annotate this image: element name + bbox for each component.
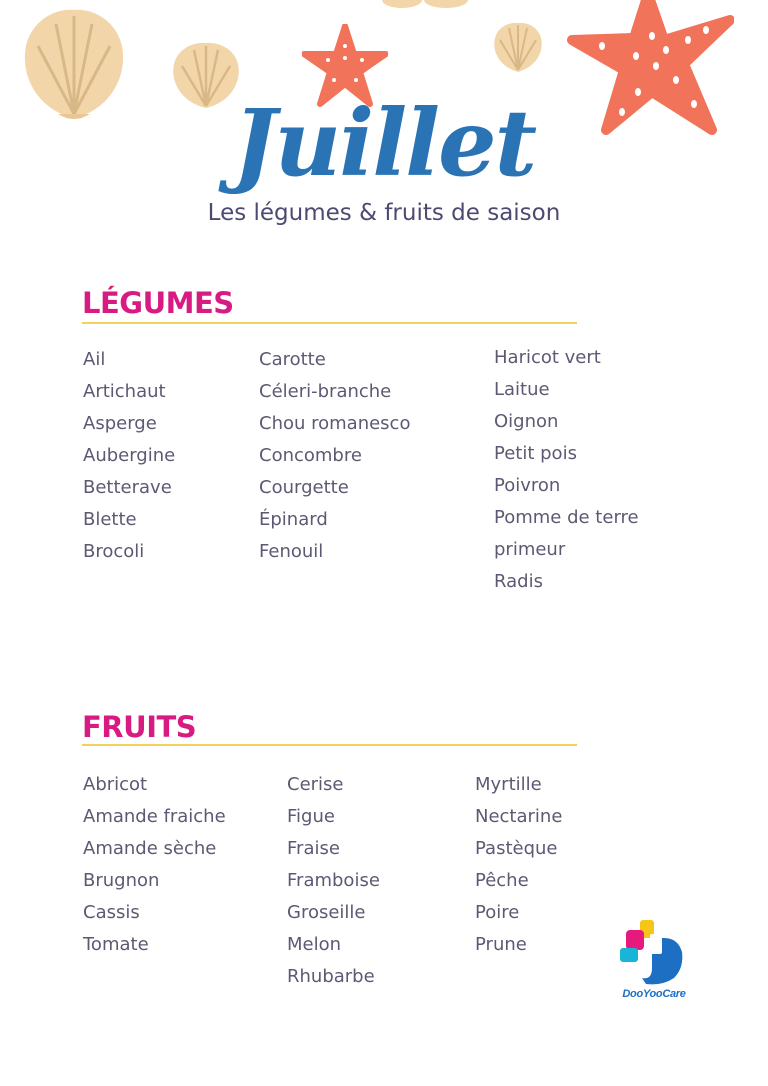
list-item: Prune <box>475 934 527 955</box>
list-item: Blette <box>83 509 137 530</box>
list-item: Brugnon <box>83 870 160 891</box>
list-item: primeur <box>494 539 566 560</box>
legumes-column-1 <box>83 344 175 568</box>
list-item: Pêche <box>475 870 529 891</box>
list-item: Aubergine <box>83 445 176 466</box>
list-item: Radis <box>494 571 543 592</box>
list-item: Rhubarbe <box>287 966 375 987</box>
fruits-divider <box>82 744 577 746</box>
legumes-divider <box>82 322 577 324</box>
list-item: Haricot vert <box>494 347 601 368</box>
list-item: Nectarine <box>475 806 563 827</box>
list-item: Myrtille <box>475 774 542 795</box>
list-item: Céleri-branche <box>259 381 392 402</box>
list-item: Artichaut <box>83 381 166 402</box>
list-item: Pomme de terre <box>494 507 639 528</box>
list-item: Ail <box>83 349 106 370</box>
list-item: Chou romanesco <box>259 413 411 434</box>
list-item: Petit pois <box>494 443 577 464</box>
fruits-column-3 <box>475 769 562 961</box>
legumes-heading: LÉGUMES <box>82 286 234 320</box>
shell-icon <box>380 0 480 10</box>
list-item: Brocoli <box>83 541 145 562</box>
fruits-column-2 <box>287 769 380 993</box>
list-item: Framboise <box>287 870 380 891</box>
list-item: Oignon <box>494 411 559 432</box>
list-item: Poivron <box>494 475 561 496</box>
list-item: Fraise <box>287 838 340 859</box>
list-item: Courgette <box>259 477 349 498</box>
brand-logo <box>616 918 692 1008</box>
legumes-column-3 <box>494 342 639 598</box>
list-item: Tomate <box>83 934 149 955</box>
legumes-column-2 <box>259 344 410 568</box>
list-item: Pastèque <box>475 838 558 859</box>
list-item: Carotte <box>259 349 326 370</box>
shell-icon <box>490 20 546 74</box>
list-item: Épinard <box>259 509 328 530</box>
list-item: Figue <box>287 806 335 827</box>
list-item: Poire <box>475 902 520 923</box>
list-item: Melon <box>287 934 342 955</box>
page-subtitle: Les légumes & fruits de saison <box>207 200 561 226</box>
list-item: Betterave <box>83 477 172 498</box>
list-item: Fenouil <box>259 541 324 562</box>
list-item: Abricot <box>83 774 148 795</box>
fruits-column-1 <box>83 769 226 961</box>
list-item: Asperge <box>83 413 157 434</box>
list-item: Cassis <box>83 902 140 923</box>
list-item: Concombre <box>259 445 362 466</box>
list-item: Amande sèche <box>83 838 217 859</box>
fruits-heading: FRUITS <box>82 710 197 744</box>
list-item: Cerise <box>287 774 344 795</box>
logo-mark-icon <box>616 918 692 988</box>
list-item: Groseille <box>287 902 366 923</box>
logo-text: DooYooCare <box>622 988 686 1000</box>
page-title: Juillet <box>232 89 536 197</box>
list-item: Amande fraiche <box>83 806 226 827</box>
list-item: Laitue <box>494 379 550 400</box>
